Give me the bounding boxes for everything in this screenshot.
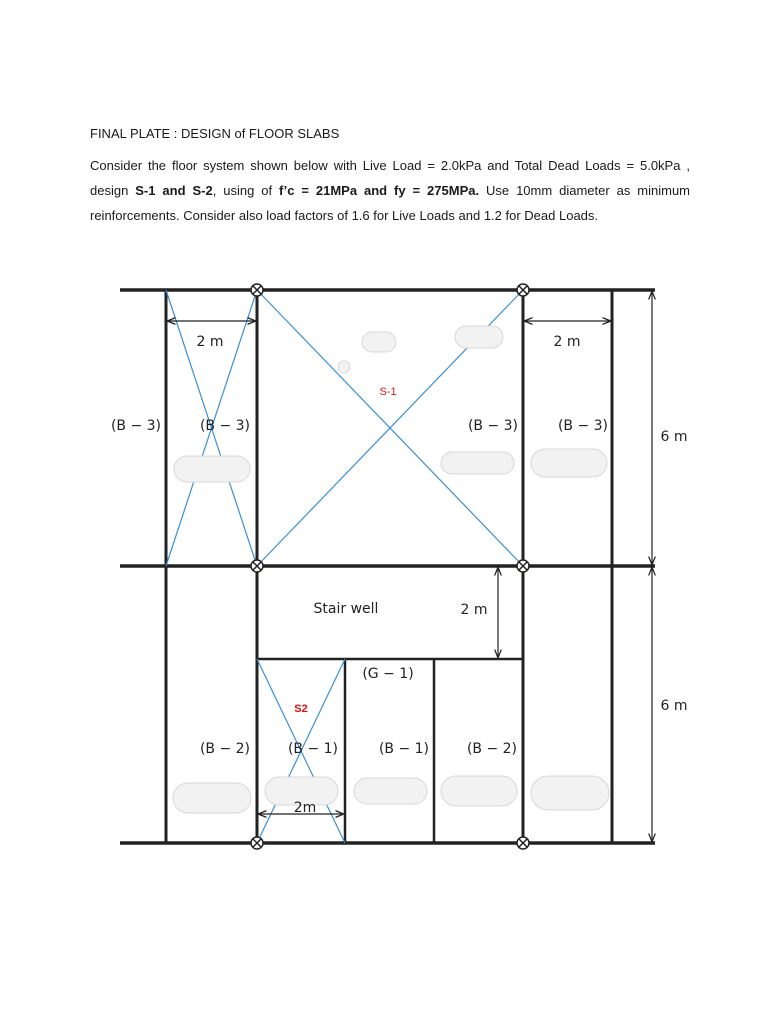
dim-2m-left: 2 m <box>196 334 224 350</box>
problem-text-2: , using of <box>212 183 280 198</box>
beam-b3-outer-right: (B − 3) <box>557 418 609 434</box>
dim-stair-2m: 2 m <box>460 602 488 618</box>
dim-6m-bottom: 6 m <box>660 698 688 714</box>
problem-bold-materials: f’c = 21MPa and fy = 275MPa. <box>279 183 480 198</box>
beam-b1-left: (B − 1) <box>287 741 339 757</box>
dim-2m-bottom: 2m <box>293 800 317 816</box>
problem-text-3: Use 10mm diameter as minimum reinforcements. Consider also load factors of 1.6 for Live Loads and 1.2 for Dead Loads. <box>90 183 691 223</box>
beam-b2-right: (B − 2) <box>466 741 518 757</box>
dim-2m-right: 2 m <box>553 334 581 350</box>
problem-bold-slabs: S-1 and S-2 <box>135 183 213 198</box>
girder-g1: (G − 1) <box>362 666 414 682</box>
plate-title: FINAL PLATE : DESIGN of FLOOR SLABS <box>90 126 340 141</box>
dim-6m-top: 6 m <box>660 429 688 445</box>
beam-b3-inner-left: (B − 3) <box>199 418 251 434</box>
slab-s1-label: S-1 <box>379 386 397 398</box>
slab-s2-label: S2 <box>294 703 308 715</box>
beam-b3-inner-right: (B − 3) <box>467 418 519 434</box>
beam-b3-outer-left: (B − 3) <box>110 418 162 434</box>
problem-text-1: Consider the floor system shown below with Live Load = 2.0kPa and Total Dead Loads = 5.0kPa , design <box>90 158 690 198</box>
beam-b2-left: (B − 2) <box>199 741 251 757</box>
stair-well-label: Stair well <box>313 601 379 617</box>
beam-b1-right: (B − 1) <box>378 741 430 757</box>
